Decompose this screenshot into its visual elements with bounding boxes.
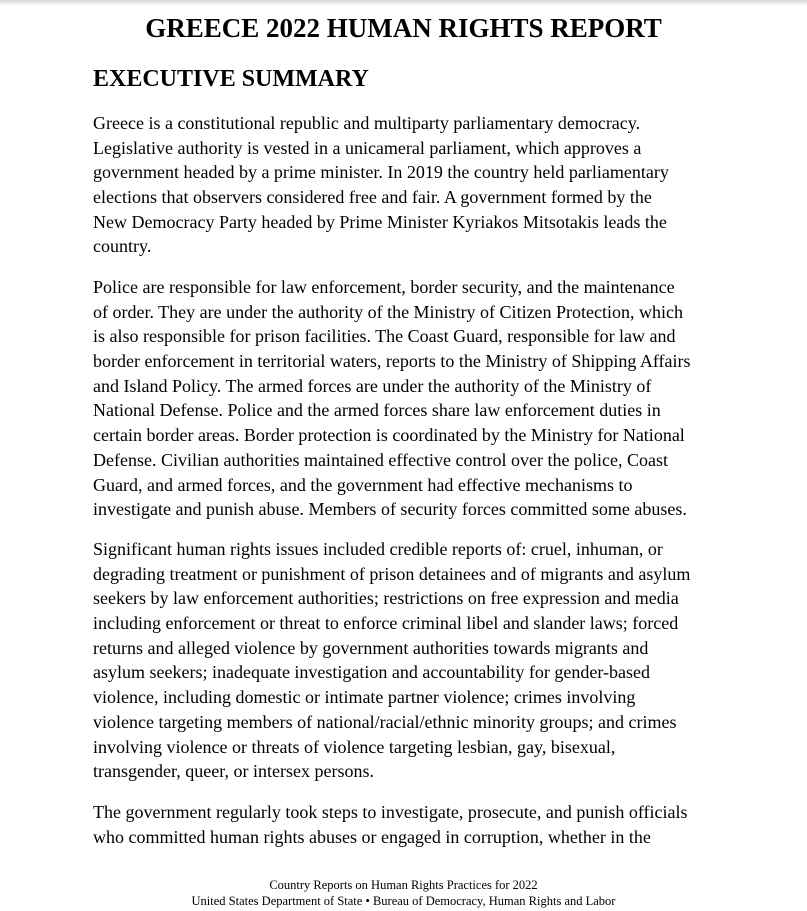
text-line: Police are responsible for law enforcement, border security, and the maintenance — [93, 277, 675, 297]
text-line: Defense. Civilian authorities maintained effective control over the police, Coast — [93, 449, 668, 470]
text-line: transgender, queer, or intersex persons. — [93, 761, 374, 782]
text-line: seekers by law enforcement authorities; restrictions on free expression and media — [93, 588, 679, 609]
text-line: Guard, and armed forces, and the government had effective mechanisms to — [93, 474, 633, 495]
text-line: investigate and punish abuse. Members of security forces committed some abuses. — [93, 499, 687, 520]
text-line: country. — [93, 236, 152, 257]
page-top-edge-shadow — [0, 0, 807, 6]
text-line: violence targeting members of national/racial/ethnic minority groups; and crimes — [93, 711, 677, 732]
text-line: asylum seekers; inadequate investigation and accountability for gender-based — [93, 662, 650, 683]
text-line: elections that observers considered free and fair. A government formed by the — [93, 187, 652, 208]
text-line: involving violence or threats of violence targeting lesbian, gay, bisexual, — [93, 736, 616, 757]
text-line: Greece is a constitutional republic and multiparty parliamentary democracy. — [93, 113, 641, 133]
text-line: government headed by a prime minister. In 2019 the country held parliamentary — [93, 162, 669, 183]
text-line: degrading treatment or punishment of prison detainees and of migrants and asylum — [93, 563, 691, 584]
text-line: of order. They are under the authority of the Ministry of Citizen Protection, which — [93, 301, 684, 322]
text-line: border enforcement in territorial waters, reports to the Ministry of Shipping Affairs — [93, 351, 691, 372]
section-heading-executive-summary: EXECUTIVE SUMMARY — [93, 66, 369, 92]
text-line: and Island Policy. The armed forces are under the authority of the Ministry of — [93, 375, 652, 396]
paragraph-government-accountability — [93, 800, 733, 849]
text-line: who committed human rights abuses or engaged in corruption, whether in the — [93, 826, 651, 847]
text-line: violence, including domestic or intimate partner violence; crimes involving — [93, 687, 636, 708]
document-title: GREECE 2022 HUMAN RIGHTS REPORT — [145, 13, 662, 43]
text-line: National Defense. Police and the armed forces share law enforcement duties in — [93, 400, 661, 421]
text-line: Legislative authority is vested in a unicameral parliament, which approves a — [93, 137, 642, 158]
footer-report-series: Country Reports on Human Rights Practices for 2022 — [269, 878, 538, 892]
text-line: Significant human rights issues included credible reports of: cruel, inhuman, or — [93, 539, 663, 559]
footer-department: United States Department of State • Bureau of Democracy, Human Rights and Labor — [191, 894, 616, 908]
paragraph-government-overview — [93, 111, 733, 259]
text-line: is also responsible for prison facilities. The Coast Guard, responsible for law and — [93, 326, 676, 347]
paragraph-human-rights-issues — [93, 537, 733, 784]
text-line: New Democracy Party headed by Prime Minister Kyriakos Mitsotakis leads the — [93, 211, 667, 232]
text-line: The government regularly took steps to investigate, prosecute, and punish officials — [93, 802, 688, 822]
paragraph-security-forces — [93, 275, 733, 522]
text-line: including enforcement or threat to enforce criminal libel and slander laws; forced — [93, 613, 679, 634]
text-line: returns and alleged violence by government authorities towards migrants and — [93, 637, 649, 658]
text-line: certain border areas. Border protection is coordinated by the Ministry for National — [93, 425, 685, 446]
